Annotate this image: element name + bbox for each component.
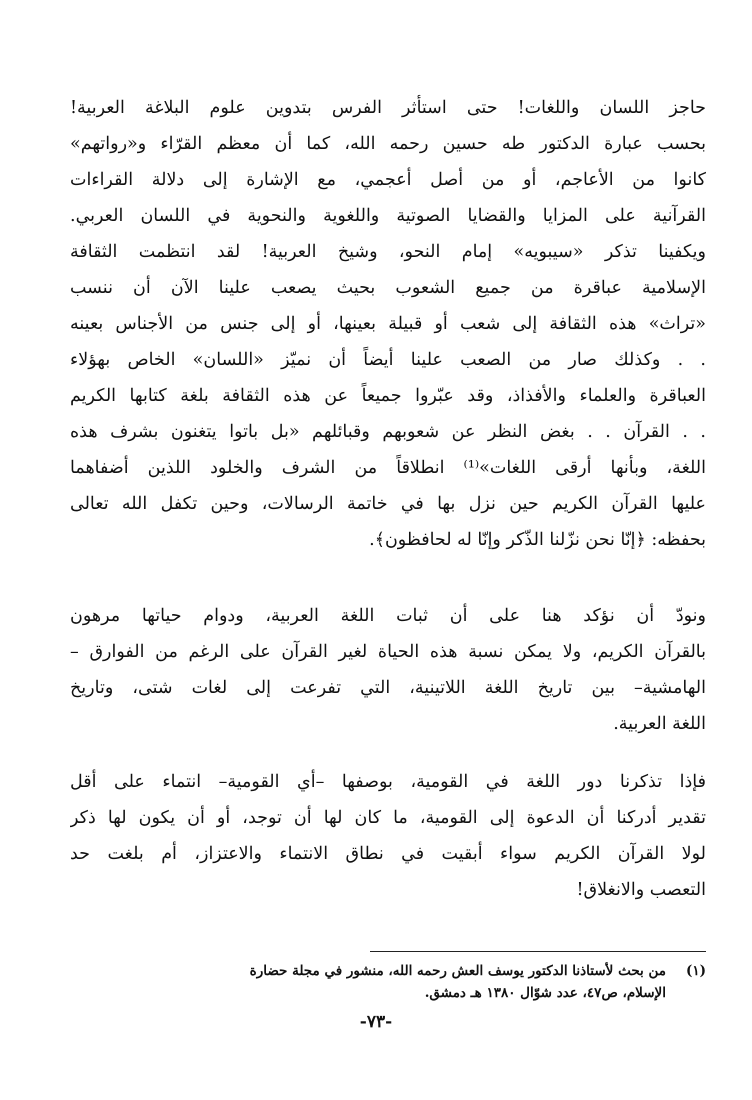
paragraph-line: اللغة، وبأنها أرقى اللغات»⁽¹⁾ انطلاقاً من الشرف والخلود اللذين أضفاهما <box>70 458 706 478</box>
footnote-line <box>70 960 706 982</box>
paragraph-line: القرآنية على المزايا والقضايا الصوتية واللغوية والنحوية في اللسان العربي. <box>70 206 706 226</box>
paragraph-line: اللغة العربية. <box>613 714 706 734</box>
paragraph-line: لولا القرآن الكريم سواء أبقيت في نطاق الانتماء والاعتزاز، أم بلغت حد <box>70 844 706 864</box>
paragraph-line: عليها القرآن الكريم حين نزل بها في خاتمة الرسالات، وحين تكفل الله تعالى <box>70 494 706 514</box>
page-number: -٧٣- <box>359 1012 393 1032</box>
paragraph-line: «تراث» هذه الثقافة إلى شعب أو قبيلة بعينها، أو إلى جنس من الأجناس بعينه <box>70 314 706 334</box>
paragraph-3 <box>70 764 706 908</box>
footnote-marker: (١) <box>685 963 706 979</box>
paragraph-line: كانوا من الأعاجم، أو من أصل أعجمي، مع الإشارة إلى دلالة القراءات <box>70 170 706 190</box>
paragraph-line: ويكفينا تذكر «سيبويه» إمام النحو، وشيخ العربية! لقد انتظمت الثقافة <box>70 242 706 262</box>
paragraph-line: الإسلامية عباقرة من جميع الشعوب بحيث يصعب علينا الآن أن ننسب <box>70 278 706 298</box>
paragraph-line: فإذا تذكرنا دور اللغة في القومية، بوصفها –أي القومية– انتماء على أقل <box>70 772 706 792</box>
footnote <box>70 960 706 1004</box>
paragraph-line: بحفظه: ﴿إنّا نحن نزّلنا الذّكر وإنّا له لحافظون﴾. <box>369 530 706 550</box>
paragraph-line: ونودّ أن نؤكد هنا على أن ثبات اللغة العربية، ودوام حياتها مرهون <box>70 606 706 626</box>
paragraph-line: بالقرآن الكريم، ولا يمكن نسبة هذه الحياة لغير القرآن على الرغم من الفوارق – <box>70 642 706 662</box>
paragraph-line: تقدير أدركنا أن الدعوة إلى القومية، ما كان لها أن توجد، أو أن يكون لها ذكر <box>70 808 706 828</box>
paragraph-line: . . القرآن . . بغض النظر عن شعوبهم وقبائلهم «بل باتوا يتغنون بشرف هذه <box>70 422 706 442</box>
paragraph-line: بحسب عبارة الدكتور طه حسين رحمه الله، كما أن معظم القرّاء و«رواتهم» <box>70 134 706 154</box>
footnote-text: الإسلام، ص٤٧، عدد شوّال ١٣٨٠ هـ دمشق. <box>424 985 666 1001</box>
paragraph-1 <box>70 90 706 558</box>
paragraph-line: الهامشية– بين تاريخ اللغة اللاتينية، التي تفرعت إلى لغات شتى، وتاريخ <box>70 678 706 698</box>
footnote-separator <box>370 951 706 952</box>
paragraph-line: حاجز اللسان واللغات! حتى استأثر الفرس بتدوين علوم البلاغة العربية! <box>70 98 706 118</box>
footnote-text: من بحث لأستاذنا الدكتور يوسف العش رحمه الله، منشور في مجلة حضارة <box>249 963 666 979</box>
paragraph-line: العباقرة والعلماء والأفذاذ، وقد عبّروا جميعاً عن هذه الثقافة بلغة كتابها الكريم <box>70 386 706 406</box>
paragraph-line: . . وكذلك صار من الصعب علينا أيضاً أن نميّز «اللسان» الخاص بهؤلاء <box>70 350 706 370</box>
paragraph-line: التعصب والانغلاق! <box>576 880 706 900</box>
paragraph-2 <box>70 598 706 742</box>
